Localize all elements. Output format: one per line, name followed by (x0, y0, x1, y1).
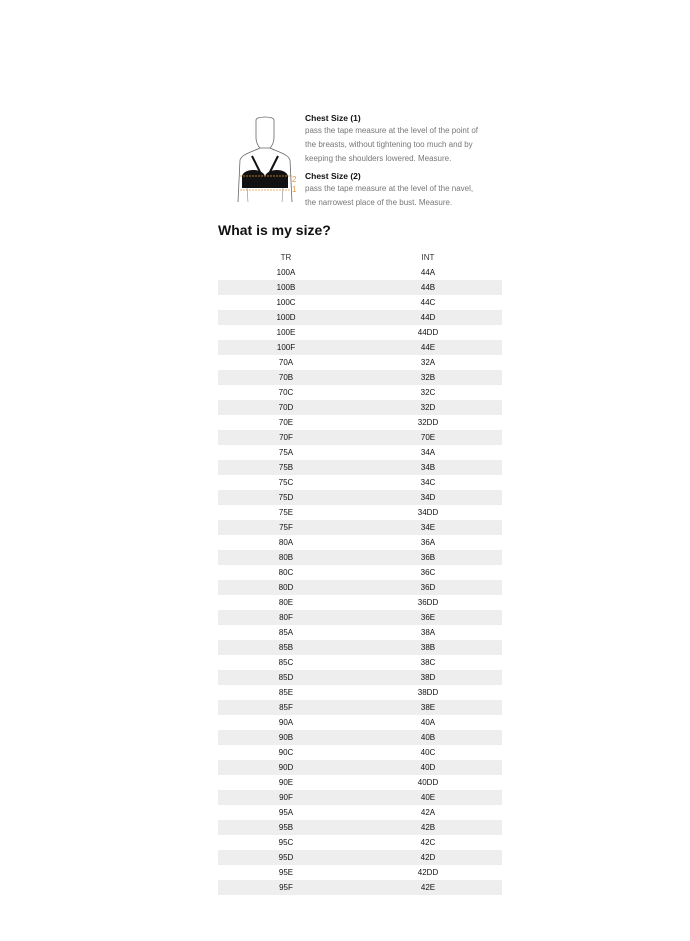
int-size-cell: 40A (420, 718, 436, 727)
int-size-cell: 44C (420, 298, 436, 307)
size-table-body (218, 265, 502, 895)
tr-size-cell: 95F (218, 880, 354, 895)
table-row (218, 490, 502, 505)
column-header-int: INT (421, 253, 435, 262)
tr-size-cell: 70A (278, 358, 294, 367)
int-size-cell: 42B (354, 820, 502, 835)
int-size-cell: 38D (354, 670, 502, 685)
tr-size-cell: 95C (278, 838, 294, 847)
int-size-cell: 70E (354, 430, 502, 445)
int-size-cell: 40B (354, 730, 502, 745)
table-row (218, 265, 502, 280)
bust-measurement-icon (228, 116, 302, 208)
table-row (218, 475, 502, 490)
int-size-cell: 40DD (417, 778, 439, 787)
table-row (218, 715, 502, 730)
int-size-cell: 42DD (417, 868, 439, 877)
int-size-cell: 34E (354, 520, 502, 535)
table-row (218, 400, 502, 415)
int-size-cell: 40C (420, 748, 436, 757)
tr-size-cell: 75F (218, 520, 354, 535)
tr-size-cell: 70B (218, 370, 354, 385)
tr-size-cell: 80E (278, 598, 294, 607)
tr-size-cell: 85F (218, 700, 354, 715)
int-size-cell: 44E (354, 340, 502, 355)
tr-size-cell: 75B (218, 460, 354, 475)
table-row (218, 835, 502, 850)
tr-size-cell: 85B (218, 640, 354, 655)
tr-size-cell: 70F (218, 430, 354, 445)
int-size-cell: 38E (354, 700, 502, 715)
tr-size-cell: 75C (278, 478, 294, 487)
int-size-cell: 36E (354, 610, 502, 625)
int-size-cell: 38B (354, 640, 502, 655)
tr-size-cell: 70C (278, 388, 294, 397)
tr-size-cell: 80B (218, 550, 354, 565)
tr-size-cell: 90E (278, 778, 294, 787)
tr-size-cell: 80A (278, 538, 294, 547)
int-size-cell: 36C (420, 568, 436, 577)
table-row (218, 685, 502, 700)
table-header-row (218, 250, 502, 265)
int-size-cell: 34DD (417, 508, 439, 517)
tr-size-cell: 70D (218, 400, 354, 415)
chest-size-2-line: pass the tape measure at the level of the navel, (305, 184, 474, 193)
table-row (218, 520, 502, 535)
chest-size-1-line: keeping the shoulders lowered. Measure. (305, 154, 452, 163)
int-size-cell: 32A (420, 358, 436, 367)
tr-size-cell: 90D (218, 760, 354, 775)
table-row (218, 670, 502, 685)
tr-size-cell: 95D (218, 850, 354, 865)
tr-size-cell: 95A (278, 808, 294, 817)
tr-size-cell: 95B (218, 820, 354, 835)
tr-size-cell: 85C (278, 658, 294, 667)
chest-size-2-line: the narrowest place of the bust. Measure. (305, 198, 453, 207)
tr-size-cell: 90C (278, 748, 294, 757)
tr-size-cell: 90A (278, 718, 294, 727)
int-size-cell: 42D (354, 850, 502, 865)
table-row (218, 565, 502, 580)
table-row (218, 610, 502, 625)
table-row (218, 745, 502, 760)
int-size-cell: 42A (420, 808, 436, 817)
table-row (218, 580, 502, 595)
table-row (218, 850, 502, 865)
table-row (218, 865, 502, 880)
tr-size-cell: 75D (218, 490, 354, 505)
tr-size-cell: 90B (218, 730, 354, 745)
int-size-cell: 38A (420, 628, 436, 637)
tr-size-cell: 80D (218, 580, 354, 595)
table-row (218, 430, 502, 445)
int-size-cell: 42E (354, 880, 502, 895)
int-size-cell: 34D (354, 490, 502, 505)
tr-size-cell: 70E (278, 418, 294, 427)
tr-size-cell: 85E (278, 688, 294, 697)
marker-label-1: 1 (292, 185, 297, 194)
int-size-cell: 40E (354, 790, 502, 805)
table-row (218, 340, 502, 355)
table-row (218, 535, 502, 550)
table-row (218, 880, 502, 895)
table-row (218, 760, 502, 775)
chest-size-1-line: pass the tape measure at the level of the point of (305, 126, 478, 135)
table-row (218, 310, 502, 325)
column-header-tr: TR (280, 253, 292, 262)
int-size-cell: 44DD (417, 328, 439, 337)
int-size-cell: 34B (354, 460, 502, 475)
table-row (218, 790, 502, 805)
tr-size-cell: 95E (278, 868, 294, 877)
table-row (218, 355, 502, 370)
tr-size-cell: 85A (278, 628, 294, 637)
int-size-cell: 32B (354, 370, 502, 385)
tr-size-cell: 75A (278, 448, 294, 457)
table-row (218, 445, 502, 460)
tr-size-cell: 75E (278, 508, 294, 517)
int-size-cell: 36A (420, 538, 436, 547)
table-row (218, 385, 502, 400)
measurement-instructions (305, 112, 515, 210)
int-size-cell: 36B (354, 550, 502, 565)
int-size-cell: 32DD (417, 418, 439, 427)
tr-size-cell: 100C (276, 298, 296, 307)
table-row (218, 370, 502, 385)
table-row (218, 595, 502, 610)
tr-size-cell: 100E (276, 328, 296, 337)
int-size-cell: 32D (354, 400, 502, 415)
chest-size-1-title: Chest Size (1) (305, 113, 361, 123)
int-size-cell: 44A (420, 268, 436, 277)
table-row (218, 805, 502, 820)
table-row (218, 700, 502, 715)
size-table (218, 250, 502, 895)
tr-size-cell: 100F (218, 340, 354, 355)
table-row (218, 820, 502, 835)
int-size-cell: 32C (420, 388, 436, 397)
size-title: What is my size? (218, 222, 331, 238)
int-size-cell: 36DD (417, 598, 439, 607)
tr-size-cell: 90F (218, 790, 354, 805)
tr-size-cell: 100D (218, 310, 354, 325)
table-row (218, 640, 502, 655)
table-row (218, 730, 502, 745)
table-row (218, 775, 502, 790)
int-size-cell: 44D (354, 310, 502, 325)
int-size-cell: 38DD (417, 688, 439, 697)
int-size-cell: 40D (354, 760, 502, 775)
tr-size-cell: 80C (278, 568, 294, 577)
table-row (218, 550, 502, 565)
marker-label-2: 2 (292, 175, 297, 184)
tr-size-cell: 100A (276, 268, 296, 277)
table-row (218, 280, 502, 295)
int-size-cell: 34C (420, 478, 436, 487)
int-size-cell: 44B (354, 280, 502, 295)
table-row (218, 505, 502, 520)
table-row (218, 325, 502, 340)
table-row (218, 295, 502, 310)
table-row (218, 415, 502, 430)
int-size-cell: 38C (420, 658, 436, 667)
table-row (218, 655, 502, 670)
int-size-cell: 36D (354, 580, 502, 595)
tr-size-cell: 80F (218, 610, 354, 625)
int-size-cell: 42C (420, 838, 436, 847)
int-size-cell: 34A (420, 448, 436, 457)
table-row (218, 625, 502, 640)
tr-size-cell: 85D (218, 670, 354, 685)
chest-size-2-block (305, 170, 515, 210)
chest-size-1-line: the breasts, without tightening too much and by (305, 140, 473, 149)
tr-size-cell: 100B (218, 280, 354, 295)
chest-size-2-title: Chest Size (2) (305, 171, 361, 181)
chest-size-1-block (305, 112, 515, 166)
table-row (218, 460, 502, 475)
